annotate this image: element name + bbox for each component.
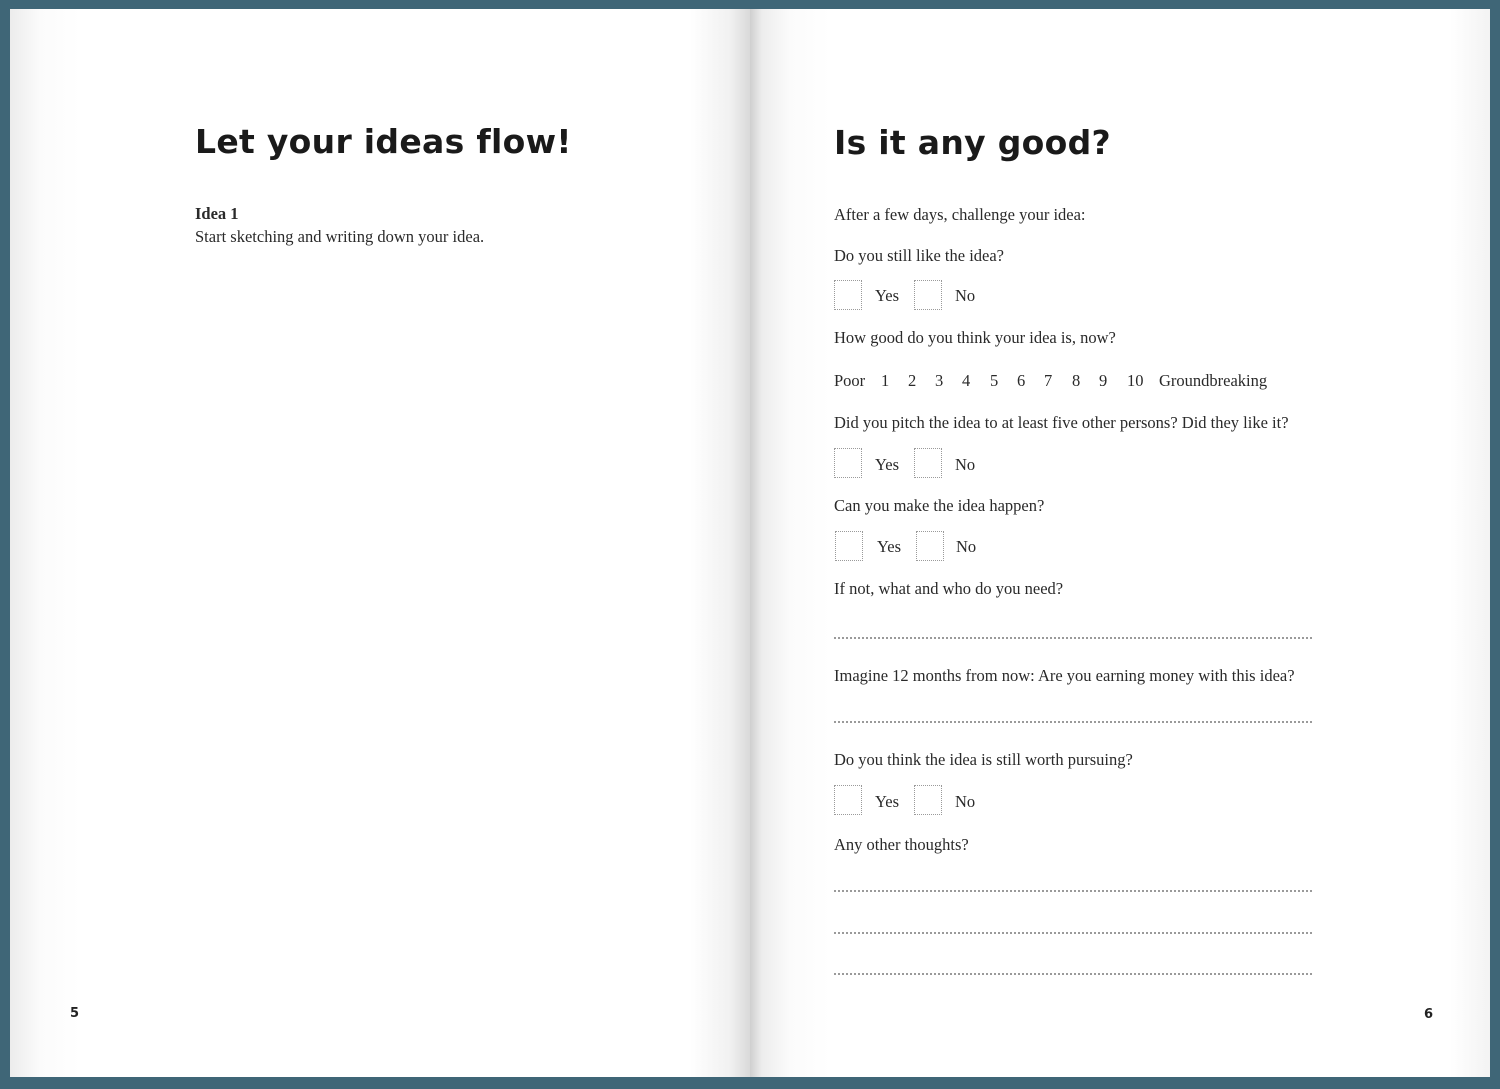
answer-line-thoughts-2[interactable] <box>834 932 1312 934</box>
question-still-like: Do you still like the idea? <box>834 246 1005 265</box>
intro-text: After a few days, challenge your idea: <box>834 205 1086 224</box>
rating-option-6[interactable]: 6 <box>1017 371 1026 390</box>
page-number-left: 5 <box>70 1006 80 1021</box>
pitch-no-label: No <box>955 455 976 474</box>
question-how-good: How good do you think your idea is, now? <box>834 328 1116 347</box>
answer-line-thoughts-1[interactable] <box>834 890 1312 892</box>
question-worth-pursuing: Do you think the idea is still worth pursuing? <box>834 750 1133 769</box>
still-like-yes-checkbox[interactable] <box>834 280 862 310</box>
rating-option-7[interactable]: 7 <box>1044 371 1053 390</box>
rating-option-8[interactable]: 8 <box>1072 371 1081 390</box>
rating-option-9[interactable]: 9 <box>1099 371 1108 390</box>
pitch-yes-checkbox[interactable] <box>834 448 862 478</box>
still-like-no-checkbox[interactable] <box>914 280 942 310</box>
rating-high-label: Groundbreaking <box>1159 371 1268 390</box>
rating-low-label: Poor <box>834 371 866 390</box>
worth-pursuing-yes-checkbox[interactable] <box>834 785 862 815</box>
answer-line-needs[interactable] <box>834 637 1312 639</box>
rating-option-2[interactable]: 2 <box>908 371 917 390</box>
answer-line-thoughts-3[interactable] <box>834 973 1312 975</box>
left-page-title: Let your ideas flow! <box>195 122 572 161</box>
right-page <box>750 9 1490 1077</box>
answer-line-12-months[interactable] <box>834 721 1312 723</box>
question-make-happen: Can you make the idea happen? <box>834 496 1045 515</box>
make-happen-yes-label: Yes <box>877 537 902 556</box>
rating-option-4[interactable]: 4 <box>962 371 971 390</box>
question-other-thoughts: Any other thoughts? <box>834 835 969 854</box>
pitch-no-checkbox[interactable] <box>914 448 942 478</box>
question-pitch: Did you pitch the idea to at least five other persons? Did they like it? <box>834 413 1289 432</box>
make-happen-no-checkbox[interactable] <box>916 531 944 561</box>
rating-option-10[interactable]: 10 <box>1127 371 1144 390</box>
pitch-yes-label: Yes <box>875 455 900 474</box>
question-what-who-need: If not, what and who do you need? <box>834 579 1064 598</box>
question-12-months: Imagine 12 months from now: Are you earning money with this idea? <box>834 666 1295 685</box>
left-page <box>10 9 750 1077</box>
make-happen-no-label: No <box>956 537 977 556</box>
rating-option-1[interactable]: 1 <box>881 371 890 390</box>
still-like-no-label: No <box>955 286 976 305</box>
open-book <box>10 9 1490 1077</box>
rating-option-5[interactable]: 5 <box>990 371 999 390</box>
worth-pursuing-no-label: No <box>955 792 976 811</box>
worth-pursuing-yes-label: Yes <box>875 792 900 811</box>
rating-option-3[interactable]: 3 <box>935 371 944 390</box>
worth-pursuing-no-checkbox[interactable] <box>914 785 942 815</box>
still-like-yes-label: Yes <box>875 286 900 305</box>
page-number-right: 6 <box>1424 1007 1434 1022</box>
right-page-title: Is it any good? <box>834 123 1111 162</box>
idea-instruction: Start sketching and writing down your idea. <box>195 227 485 246</box>
idea-heading: Idea 1 <box>195 204 239 223</box>
make-happen-yes-checkbox[interactable] <box>835 531 863 561</box>
